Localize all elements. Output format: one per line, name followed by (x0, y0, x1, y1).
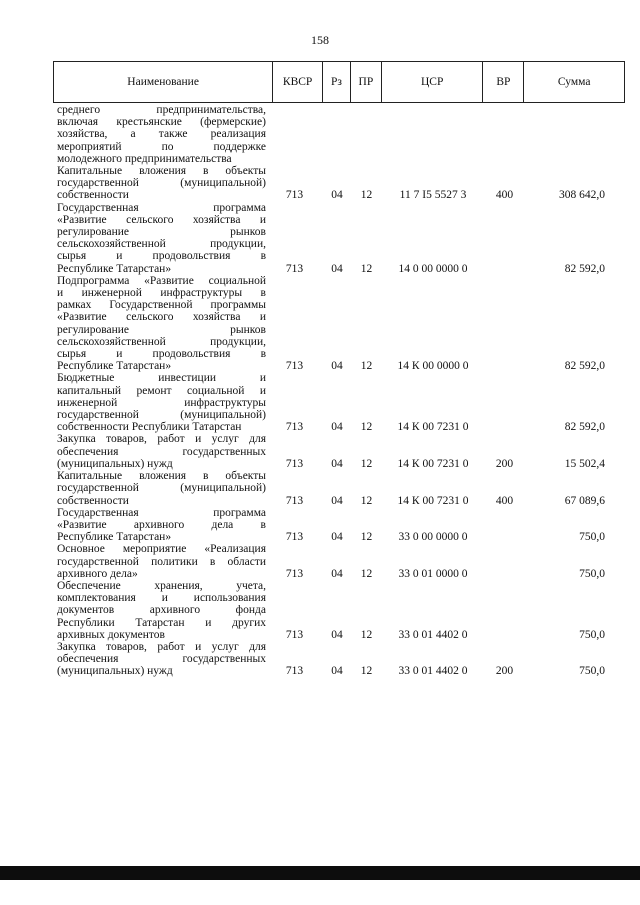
row-name-line: Закупка товаров, работ и услуг для (57, 640, 266, 653)
table-row (53, 543, 625, 580)
row-name-line: Закупка товаров, работ и услуг для (57, 433, 266, 446)
header-rz: Рз (323, 62, 351, 102)
row-vr: 400 (495, 494, 514, 507)
row-name-line: капитальный ремонт социальной и (57, 384, 266, 397)
row-rz: 04 (331, 531, 343, 544)
row-vr: 200 (495, 457, 514, 470)
row-name-line: Республике Татарстан» (57, 360, 172, 373)
row-pr: 12 (360, 421, 373, 434)
table-row (53, 580, 625, 641)
row-sum: 15 502,4 (564, 457, 605, 470)
row-csr: 14 0 00 0000 0 (398, 262, 468, 275)
row-name-line: государственной (муниципальной) (57, 409, 266, 422)
table-header (53, 61, 625, 103)
row-sum: 82 592,0 (564, 360, 605, 373)
row-csr: 11 7 I5 5527 3 (399, 189, 467, 202)
row-vr: 400 (495, 189, 514, 202)
row-name-line: среднего предпринимательства, (57, 104, 266, 116)
row-name-line: архивного дела» (57, 567, 138, 580)
row-name-line: включая крестьянские (фермерские) (57, 116, 266, 129)
row-pr: 12 (360, 494, 373, 507)
header-pr: ПР (351, 62, 382, 102)
row-rz: 04 (331, 628, 343, 641)
row-name-line: «Развитие сельского хозяйства и (57, 213, 266, 226)
row-name-line: Республики Татарстан и других (57, 616, 266, 629)
row-kvsr: 713 (285, 494, 304, 507)
row-name (53, 507, 266, 544)
row-csr: 33 0 01 4402 0 (398, 628, 468, 641)
row-sum: 750,0 (579, 531, 605, 544)
table-row (53, 507, 625, 544)
row-pr: 12 (360, 665, 373, 678)
row-name-line: хозяйства, а также реализация (57, 128, 266, 141)
row-name-line: архивных документов (57, 628, 165, 641)
table-row (53, 470, 625, 507)
row-name-line: государственной политики в области (57, 555, 266, 568)
row-name (53, 372, 266, 433)
header-sum: Сумма (557, 76, 591, 88)
row-name-line: сырья и продовольствия в (57, 250, 266, 263)
row-name (53, 165, 266, 202)
row-sum: 750,0 (579, 567, 605, 580)
row-kvsr: 713 (285, 421, 304, 434)
header-name: Наименование (54, 62, 273, 102)
row-csr: 33 0 00 0000 0 (398, 531, 468, 544)
row-pr: 12 (360, 531, 373, 544)
table-row (53, 372, 625, 433)
row-name-line: мероприятий по поддержке (57, 140, 266, 153)
row-vr: 200 (495, 665, 514, 678)
header-csr: ЦСР (382, 62, 484, 102)
row-sum: 82 592,0 (564, 421, 605, 434)
row-name-line: собственности (57, 189, 129, 202)
scan-bottom-edge (0, 866, 640, 880)
table-row (53, 275, 625, 373)
row-rz: 04 (331, 567, 343, 580)
table-row (53, 433, 625, 470)
row-kvsr: 713 (285, 360, 304, 373)
row-pr: 12 (360, 360, 373, 373)
row-name-line: сельскохозяйственной продукции, (57, 238, 266, 251)
row-name-line: Бюджетные инвестиции и (57, 372, 266, 385)
row-name-line: молодежного предпринимательства (57, 152, 232, 165)
row-pr: 12 (360, 262, 373, 275)
row-name-line: Республике Татарстан» (57, 531, 172, 544)
row-name-line: комплектования и использования (57, 592, 266, 605)
row-csr: 14 К 00 7231 0 (397, 457, 469, 470)
row-name-line: обеспечения государственных (57, 445, 266, 458)
row-name (53, 104, 266, 165)
table-body (53, 104, 625, 678)
row-rz: 04 (331, 262, 343, 275)
row-name-line: и инженерной инфраструктуры в (57, 287, 266, 300)
row-kvsr: 713 (285, 567, 304, 580)
row-name (53, 580, 266, 641)
row-name-line: «Развитие архивного дела в (57, 518, 266, 531)
row-name-line: Капитальные вложения в объекты (57, 470, 266, 483)
row-kvsr: 713 (285, 531, 304, 544)
row-name-line: Обеспечение хранения, учета, (57, 579, 266, 592)
row-pr: 12 (360, 457, 373, 470)
row-rz: 04 (331, 494, 343, 507)
row-kvsr: 713 (285, 262, 304, 275)
row-name-line: сырья и продовольствия в (57, 348, 266, 361)
table-row (53, 202, 625, 275)
header-kvsr: КВСР (273, 62, 323, 102)
row-name (53, 543, 266, 580)
row-sum: 67 089,6 (564, 494, 605, 507)
row-rz: 04 (331, 665, 343, 678)
row-name (53, 202, 266, 275)
row-rz: 04 (331, 360, 343, 373)
page-number: 158 (311, 33, 329, 47)
row-name-line: Государственная программа (57, 201, 266, 214)
row-csr: 33 0 01 0000 0 (398, 567, 468, 580)
row-name-line: Капитальные вложения в объекты (57, 165, 266, 178)
row-name-line: (муниципальных) нужд (57, 457, 173, 470)
row-name-line: Основное мероприятие «Реализация (57, 543, 266, 556)
row-name-line: «Развитие сельского хозяйства и (57, 311, 266, 324)
row-name-line: Республике Татарстан» (57, 262, 172, 275)
row-csr: 33 0 01 4402 0 (398, 665, 468, 678)
table-row (53, 641, 625, 678)
row-name-line: Государственная программа (57, 506, 266, 519)
row-sum: 750,0 (579, 665, 605, 678)
row-rz: 04 (331, 421, 343, 434)
table-row (53, 104, 625, 165)
row-name-line: регулирование рынков (57, 226, 266, 239)
row-kvsr: 713 (285, 665, 304, 678)
row-name (53, 470, 266, 507)
row-name (53, 641, 266, 678)
table-row (53, 165, 625, 202)
header-vr: ВР (483, 62, 524, 102)
row-name-line: рамках Государственной программы (57, 299, 266, 312)
row-name-line: Подпрограмма «Развитие социальной (57, 274, 266, 287)
row-csr: 14 К 00 0000 0 (397, 360, 469, 373)
row-name-line: государственной (муниципальной) (57, 482, 266, 495)
row-name-line: обеспечения государственных (57, 653, 266, 666)
row-csr: 14 К 00 7231 0 (397, 421, 469, 434)
row-name-line: государственной (муниципальной) (57, 177, 266, 190)
row-pr: 12 (360, 567, 373, 580)
row-sum: 82 592,0 (564, 262, 605, 275)
row-pr: 12 (360, 628, 373, 641)
row-name-line: собственности (57, 494, 129, 507)
row-name-line: регулирование рынков (57, 323, 266, 336)
row-name-line: документов архивного фонда (57, 604, 266, 617)
row-name-line: (муниципальных) нужд (57, 665, 173, 678)
row-pr: 12 (360, 189, 373, 202)
row-rz: 04 (331, 457, 343, 470)
row-name-line: сельскохозяйственной продукции, (57, 335, 266, 348)
row-sum: 308 642,0 (559, 189, 605, 202)
row-name (53, 275, 266, 373)
row-name-line: собственности Республики Татарстан (57, 421, 242, 434)
row-sum: 750,0 (579, 628, 605, 641)
row-kvsr: 713 (285, 457, 304, 470)
row-csr: 14 К 00 7231 0 (397, 494, 469, 507)
row-name-line: инженерной инфраструктуры (57, 396, 266, 409)
row-name (53, 433, 266, 470)
row-kvsr: 713 (285, 628, 304, 641)
row-kvsr: 713 (285, 189, 304, 202)
row-rz: 04 (331, 189, 343, 202)
